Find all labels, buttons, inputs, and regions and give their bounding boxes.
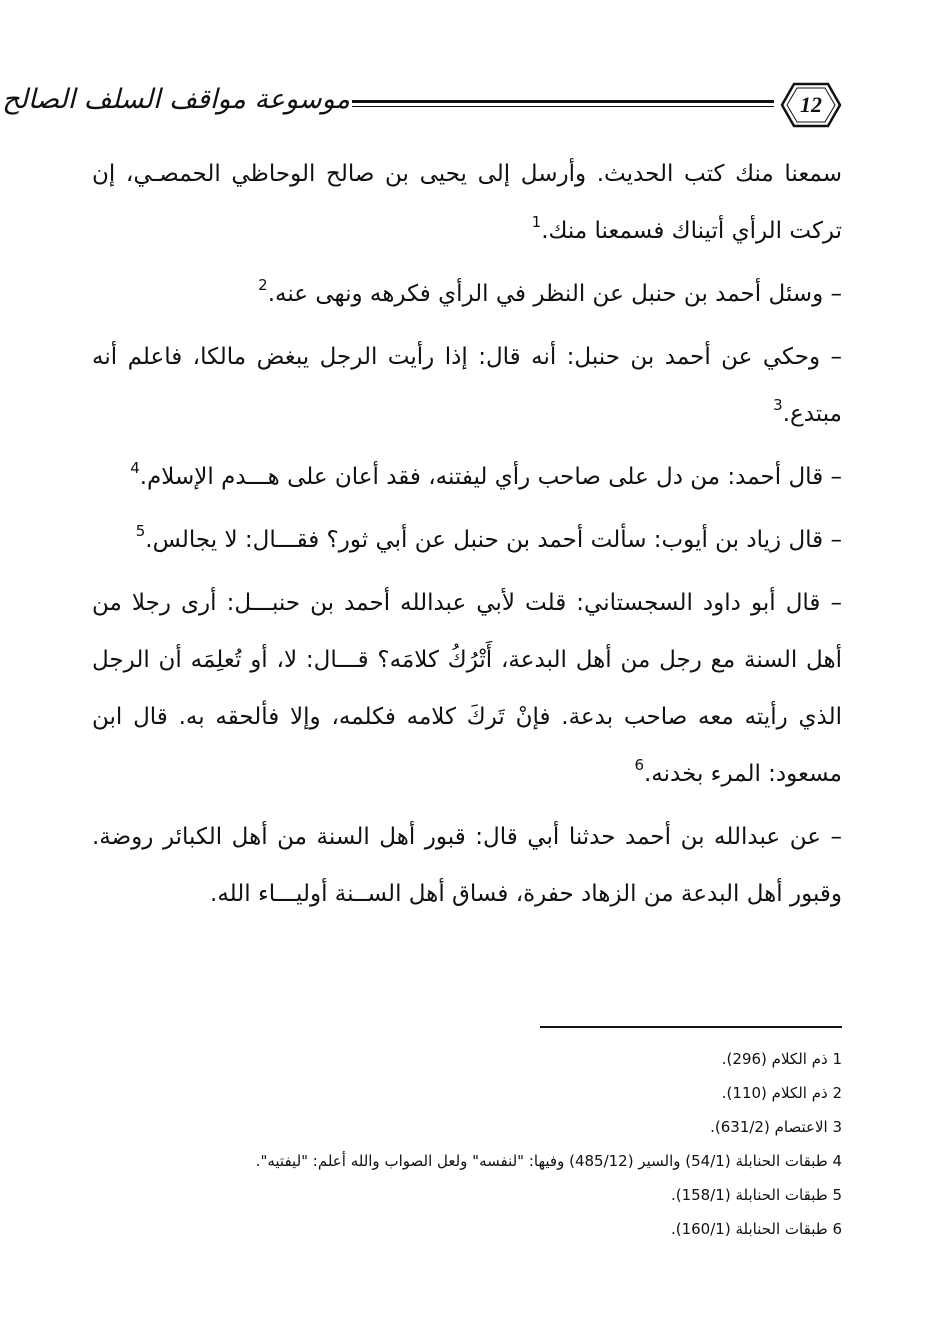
footnote-text: طبقات الحنابلة (54/1) والسير (485/12) وفيها: "لنفسه" ولعل الصواب والله أعلم: "ليفتيه".: [255, 1152, 828, 1170]
paragraph: – وحكي عن أحمد بن حنبل: أنه قال: إذا رأيت الرجل يبغض مالكا، فاعلم أنه مبتدع.$^3$: [92, 344, 842, 427]
footnote-number: 4: [832, 1152, 842, 1170]
footnote-ref: 1: [531, 213, 542, 232]
series-title: موسوعة مواقف السلف الصالح: [2, 84, 350, 115]
footnote-item: [92, 1212, 842, 1246]
paragraph: – قال أحمد: من دل على صاحب رأي ليفتنه، فقد أعان على هـــدم الإسلام.$^4$: [130, 459, 842, 490]
footnote-text: الاعتصام (631/2).: [710, 1118, 828, 1136]
footnote-ref: 2: [258, 276, 268, 295]
footnote-divider: [540, 1026, 842, 1028]
footnote-ref: 3: [773, 396, 783, 415]
footnote-item: [92, 1076, 842, 1110]
paragraph: – قال أبو داود السجستاني: قلت لأبي عبدالله أحمد بن حنبـــل: أرى رجلا من أهل السنة مع رجل من أهل البدعة، أَتْرُكُ كلامَه؟ قـــال: لا، أو تُعلِمَه أن الرجل الذي رأيته معه صاحب بدعة. فإنْ تَركَ كلامه فكلمه، وإلا فألحقه به. قال ابن مسعود: المرء بخدنه.$^6$: [92, 590, 842, 787]
footnote-number: 1: [832, 1050, 842, 1068]
page-header: [2, 78, 850, 134]
body-text: [92, 146, 842, 929]
paragraph: – وسئل أحمد بن حنبل عن النظر في الرأي فكرهه ونهى عنه.$^2$: [258, 276, 842, 307]
footnote-ref: 6: [634, 756, 644, 775]
footnote-item: [92, 1042, 842, 1076]
header-rule: [352, 100, 774, 110]
footnote-text: ذم الكلام (296).: [721, 1050, 828, 1068]
footnote-ref: 5: [135, 522, 146, 541]
footnote-number: 6: [832, 1220, 842, 1238]
footnote-item: [92, 1110, 842, 1144]
footnote-number: 5: [832, 1186, 842, 1204]
footnote-text: طبقات الحنابلة (160/1).: [670, 1220, 828, 1238]
footnote-number: 2: [832, 1084, 842, 1102]
paragraph: – عن عبدالله بن أحمد حدثنا أبي قال: قبور أهل السنة من أهل الكبائر روضة. وقبور أهل البدعة من الزهاد حفرة، فساق أهل الســنة أوليـــاء الله.: [92, 824, 842, 907]
footnote-ref: 4: [130, 459, 140, 478]
page-number: 12: [800, 92, 822, 117]
footnote-item: [92, 1144, 842, 1178]
footnote-item: [92, 1178, 842, 1212]
footnotes: [92, 1042, 842, 1246]
footnote-number: 3: [832, 1118, 842, 1136]
footnote-text: طبقات الحنابلة (158/1).: [670, 1186, 828, 1204]
paragraph: – قال زياد بن أيوب: سألت أحمد بن حنبل عن أبي ثور؟ فقـــال: لا يجالس.$^5$: [135, 522, 842, 553]
paragraph: سمعنا منك كتب الحديث. وأرسل إلى يحيى بن صالح الوحاظي الحمصـي، إن تركت الرأي أتيناك فسمعنا منك.$^1$: [92, 161, 842, 244]
page-number-badge: [780, 80, 842, 130]
footnote-text: ذم الكلام (110).: [721, 1084, 828, 1102]
